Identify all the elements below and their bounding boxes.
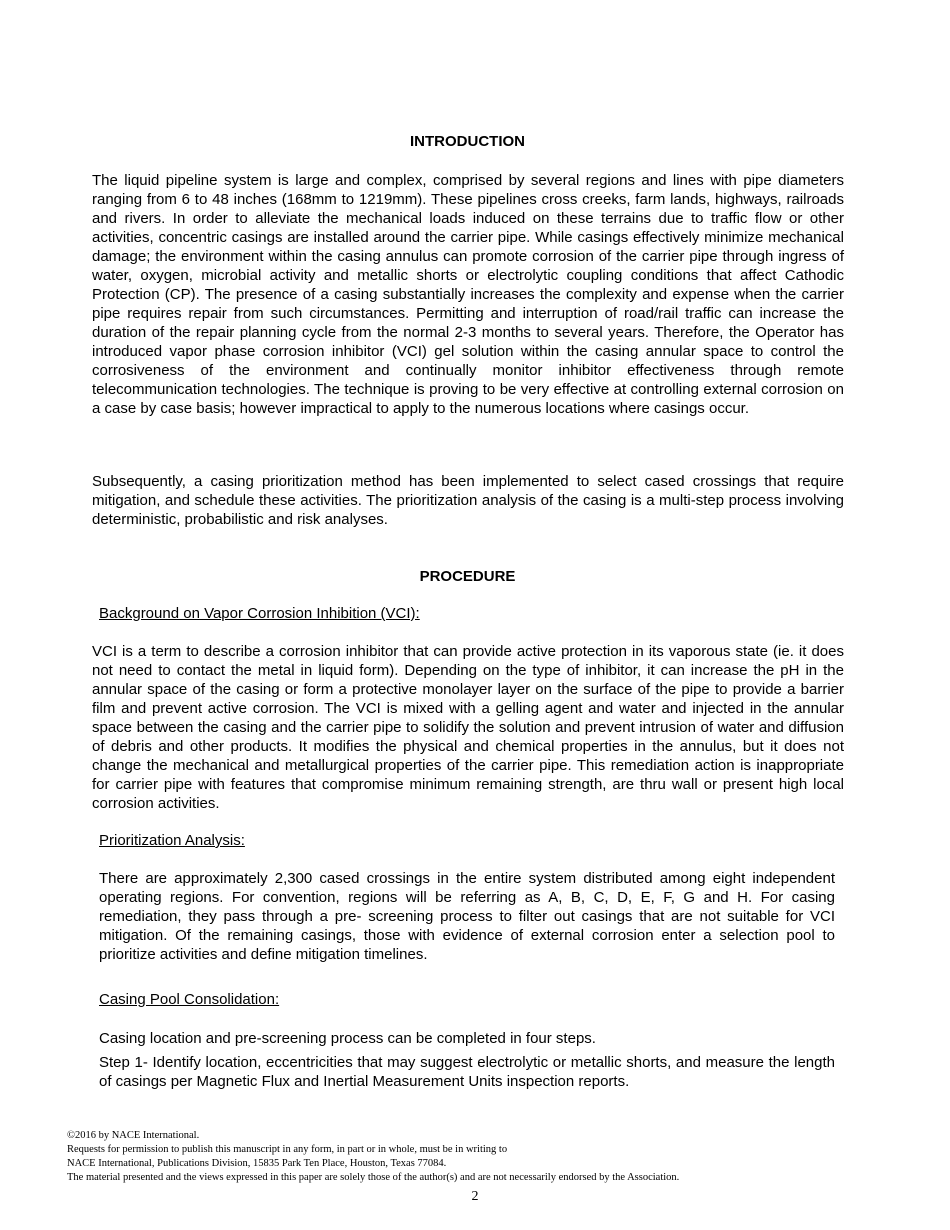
footer xyxy=(67,1129,887,1185)
consolidation-intro: Casing location and pre-screening process can be completed in four steps. xyxy=(99,1030,596,1047)
footer-disclaimer: The material presented and the views expressed in this paper are solely those of the author(s) and are not necessarily endorsed by the Association. xyxy=(67,1172,680,1183)
introduction-paragraph-1: The liquid pipeline system is large and complex, comprised by several regions and lines with pipe diameters ranging from 6 to 48 inches (168mm to 1219mm). These pipelines cross creeks, farm lands, highways, railroads and rivers. In order to alleviate the mechanical loads induced on these terrains due to traffic flow or other activities, concentric casings are installed around the carrier pipe. While casings effectively minimize mechanical damage; the environment within the casing annulus can promote corrosion of the carrier pipe through ingress of water, oxygen, microbial activity and metallic shorts or electrolytic coupling conditions that affect Cathodic Protection (CP). The presence of a casing substantially increases the complexity and expense when the carrier pipe requires repair from such circumstances. Permitting and interruption of road/rail traffic can increase the duration of the repair planning cycle from the normal 2-3 months to several years. Therefore, the Operator has introduced vapor phase corrosion inhibitor (VCI) gel solution within the casing annular space to control the corrosiveness of the environment and continually monitor inhibitor effectiveness through remote telecommunication technologies. The technique is proving to be very effective at controlling external corrosion on a case by case basis; however impractical to apply to the numerous locations where casings occur. xyxy=(92,172,844,417)
introduction-paragraph-2: Subsequently, a casing prioritization method has been implemented to select cased crossings that require mitigation, and schedule these activities. The prioritization analysis of the casing is a multi-step process involving deterministic, probabilistic and risk analyses. xyxy=(92,473,844,528)
vci-subheading: Background on Vapor Corrosion Inhibition (VCI): xyxy=(99,605,420,622)
consolidation-step-1: Step 1- Identify location, eccentricities that may suggest electrolytic or metallic shorts, and measure the length of casings per Magnetic Flux and Inertial Measurement Units inspection reports. xyxy=(99,1054,835,1090)
footer-permission: Requests for permission to publish this manuscript in any form, in part or in whole, must be in writing to xyxy=(67,1144,508,1155)
introduction-heading: INTRODUCTION xyxy=(410,133,525,150)
footer-address: NACE International, Publications Division, 15835 Park Ten Place, Houston, Texas 77084. xyxy=(67,1158,447,1169)
page-number: 2 xyxy=(471,1189,479,1204)
procedure-heading: PROCEDURE xyxy=(419,568,516,585)
prioritization-paragraph: There are approximately 2,300 cased crossings in the entire system distributed among eight independent operating regions. For convention, regions will be referring as A, B, C, D, E, F, G and H. For casing remediation, they pass through a pre- screening process to filter out casings that are not suitable for VCI mitigation. Of the remaining casings, those with evidence of external corrosion enter a selection pool to prioritize activities and define mitigation timelines. xyxy=(99,870,835,963)
footer-copyright: ©2016 by NACE International. xyxy=(67,1130,200,1141)
consolidation-subheading: Casing Pool Consolidation: xyxy=(99,991,280,1008)
prioritization-subheading: Prioritization Analysis: xyxy=(99,832,245,849)
vci-paragraph: VCI is a term to describe a corrosion inhibitor that can provide active protection in its vaporous state (ie. it does not need to contact the metal in liquid form). Depending on the type of inhibitor, it can increase the pH in the annular space of the casing or form a protective monolayer layer on the surface of the pipe to provide a barrier film and prevent active corrosion. The VCI is mixed with a gelling agent and water and injected in the annular space between the casing and the carrier pipe to solidify the solution and prevent intrusion of water and diffusion of debris and other products. It modifies the physical and chemical properties in the annulus, but it does not change the mechanical and metallurgical properties of the carrier pipe. This remediation action is inappropriate for carrier pipe with features that compromise minimum remaining strength, are thru wall or present high local corrosion activities. xyxy=(92,643,844,812)
